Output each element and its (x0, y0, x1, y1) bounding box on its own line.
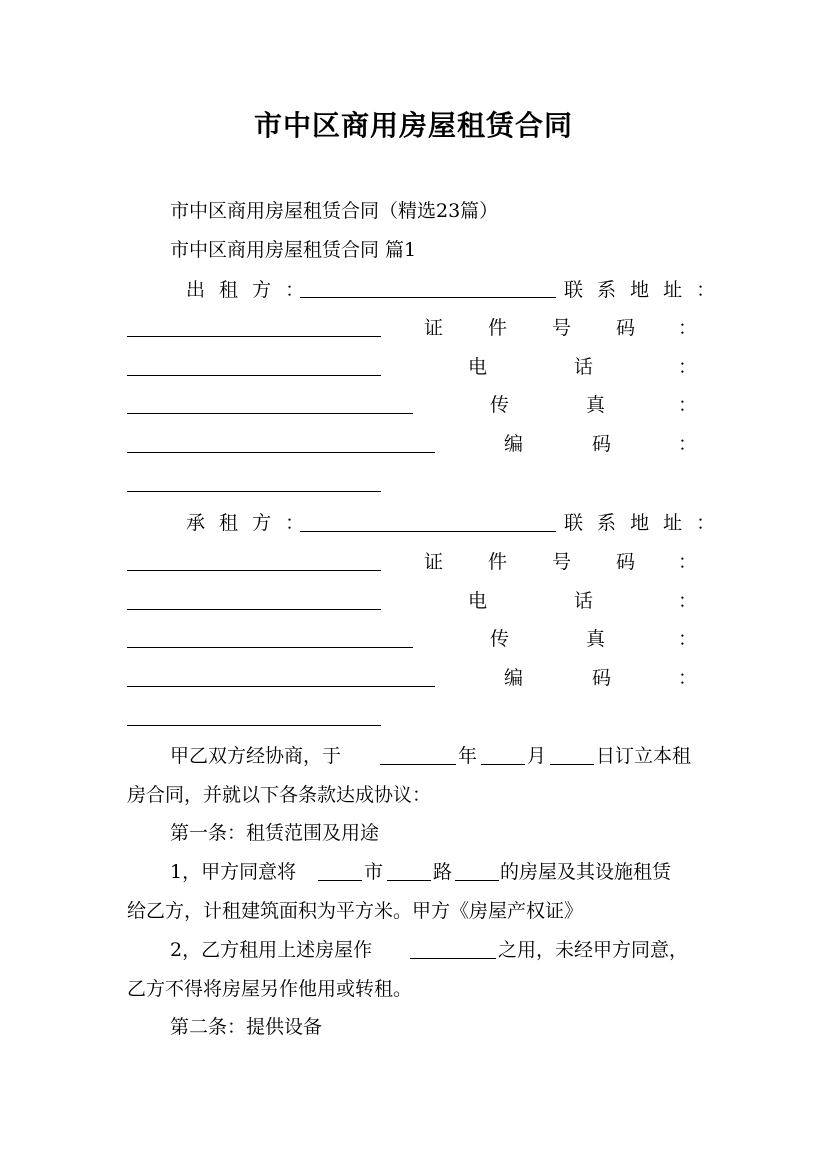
lessee-name-blank (300, 530, 556, 532)
lessee-phone-label-2: 话 (574, 590, 594, 612)
art1-1-text-a: 1，甲方同意将 (170, 861, 297, 883)
lessor-id-label-2: 件 (488, 317, 508, 339)
lessee-fax-blank (127, 685, 435, 687)
lessee-address-blank (127, 569, 381, 571)
art1-1-road-blank (387, 879, 431, 881)
lessee-postcode-label-2: 码 (592, 667, 612, 689)
art1-1-text-e: 给乙方，计租建筑面积为平方米。甲方《房屋产权证》 (127, 900, 584, 922)
lessor-id-label-4: 码 (616, 317, 636, 339)
lessor-id-label-1: 证 (424, 317, 444, 339)
lessor-id-label-3: 号 (552, 317, 572, 339)
lessee-label: 承 租 方 ： (186, 512, 309, 534)
para1-month-blank (481, 763, 525, 765)
para1-text-d: 日订立本租 (596, 745, 692, 767)
lessor-phone-label-2: 话 (574, 356, 594, 378)
lessee-address-label: 联 系 地 址 ： (564, 512, 720, 534)
lessee-phone-label-1: 电 (468, 590, 488, 612)
para1-text-b: 年 (458, 745, 478, 767)
document-title: 市中区商用房屋租赁合同 (253, 109, 573, 142)
lessee-fax-label-1: 传 (490, 628, 510, 650)
lessor-fax-label-2: 真 (586, 394, 606, 416)
lessee-id-label-1: 证 (424, 551, 444, 573)
lessor-id-colon: ： (678, 317, 698, 339)
article2-title: 第二条：提供设备 (170, 1016, 323, 1038)
intro-line-1: 市中区商用房屋租赁合同（精选23篇） (170, 200, 499, 222)
art1-2-purpose-blank (410, 957, 496, 959)
lessor-fax-colon: ： (678, 394, 698, 416)
art1-2-text-a: 2，乙方租用上述房屋作 (170, 939, 373, 961)
para1-day-blank (550, 763, 594, 765)
para1-text-e: 房合同，并就以下各条款达成协议： (127, 784, 432, 806)
lessor-fax-label-1: 传 (490, 394, 510, 416)
lessee-id-label-4: 码 (616, 551, 636, 573)
lessee-phone-colon: ： (678, 590, 698, 612)
lessee-id-label-3: 号 (552, 551, 572, 573)
para1-year-blank (380, 763, 456, 765)
para1-text-a: 甲乙双方经协商，于 (170, 745, 342, 767)
lessor-phone-label-1: 电 (468, 356, 488, 378)
art1-1-text-c: 路 (433, 861, 453, 883)
art1-1-text-b: 市 (364, 861, 384, 883)
lessor-postcode-label-1: 编 (504, 433, 524, 455)
lessee-phone-blank (127, 646, 413, 648)
lessee-postcode-colon: ： (678, 667, 698, 689)
lessee-postcode-label-1: 编 (504, 667, 524, 689)
lessor-fax-blank (127, 451, 435, 453)
lessor-id-blank (127, 374, 381, 376)
para1-text-c: 月 (527, 745, 547, 767)
lessor-address-blank (127, 335, 381, 337)
art1-1-city-blank (318, 879, 362, 881)
art1-1-text-d: 的房屋及其设施租赁 (500, 861, 672, 883)
lessor-phone-blank (127, 412, 413, 414)
lessor-postcode-label-2: 码 (592, 433, 612, 455)
art1-2-text-b: 之用，未经甲方同意， (498, 939, 689, 961)
lessor-postcode-colon: ： (678, 433, 698, 455)
lessor-address-label: 联 系 地 址 ： (564, 279, 720, 301)
art1-2-text-c: 乙方不得将房屋另作他用或转租。 (127, 978, 413, 1000)
lessor-phone-colon: ： (678, 356, 698, 378)
art1-1-number-blank (455, 879, 499, 881)
lessor-label: 出 租 方 ： (186, 279, 309, 301)
lessee-id-blank (127, 608, 381, 610)
article1-title: 第一条：租赁范围及用途 (170, 822, 380, 844)
lessor-postcode-blank (127, 490, 381, 492)
lessee-fax-colon: ： (678, 628, 698, 650)
lessee-postcode-blank (127, 724, 381, 726)
lessee-fax-label-2: 真 (586, 628, 606, 650)
lessee-id-label-2: 件 (488, 551, 508, 573)
lessee-id-colon: ： (678, 551, 698, 573)
intro-line-2: 市中区商用房屋租赁合同 篇1 (170, 239, 417, 261)
lessor-name-blank (300, 296, 556, 298)
